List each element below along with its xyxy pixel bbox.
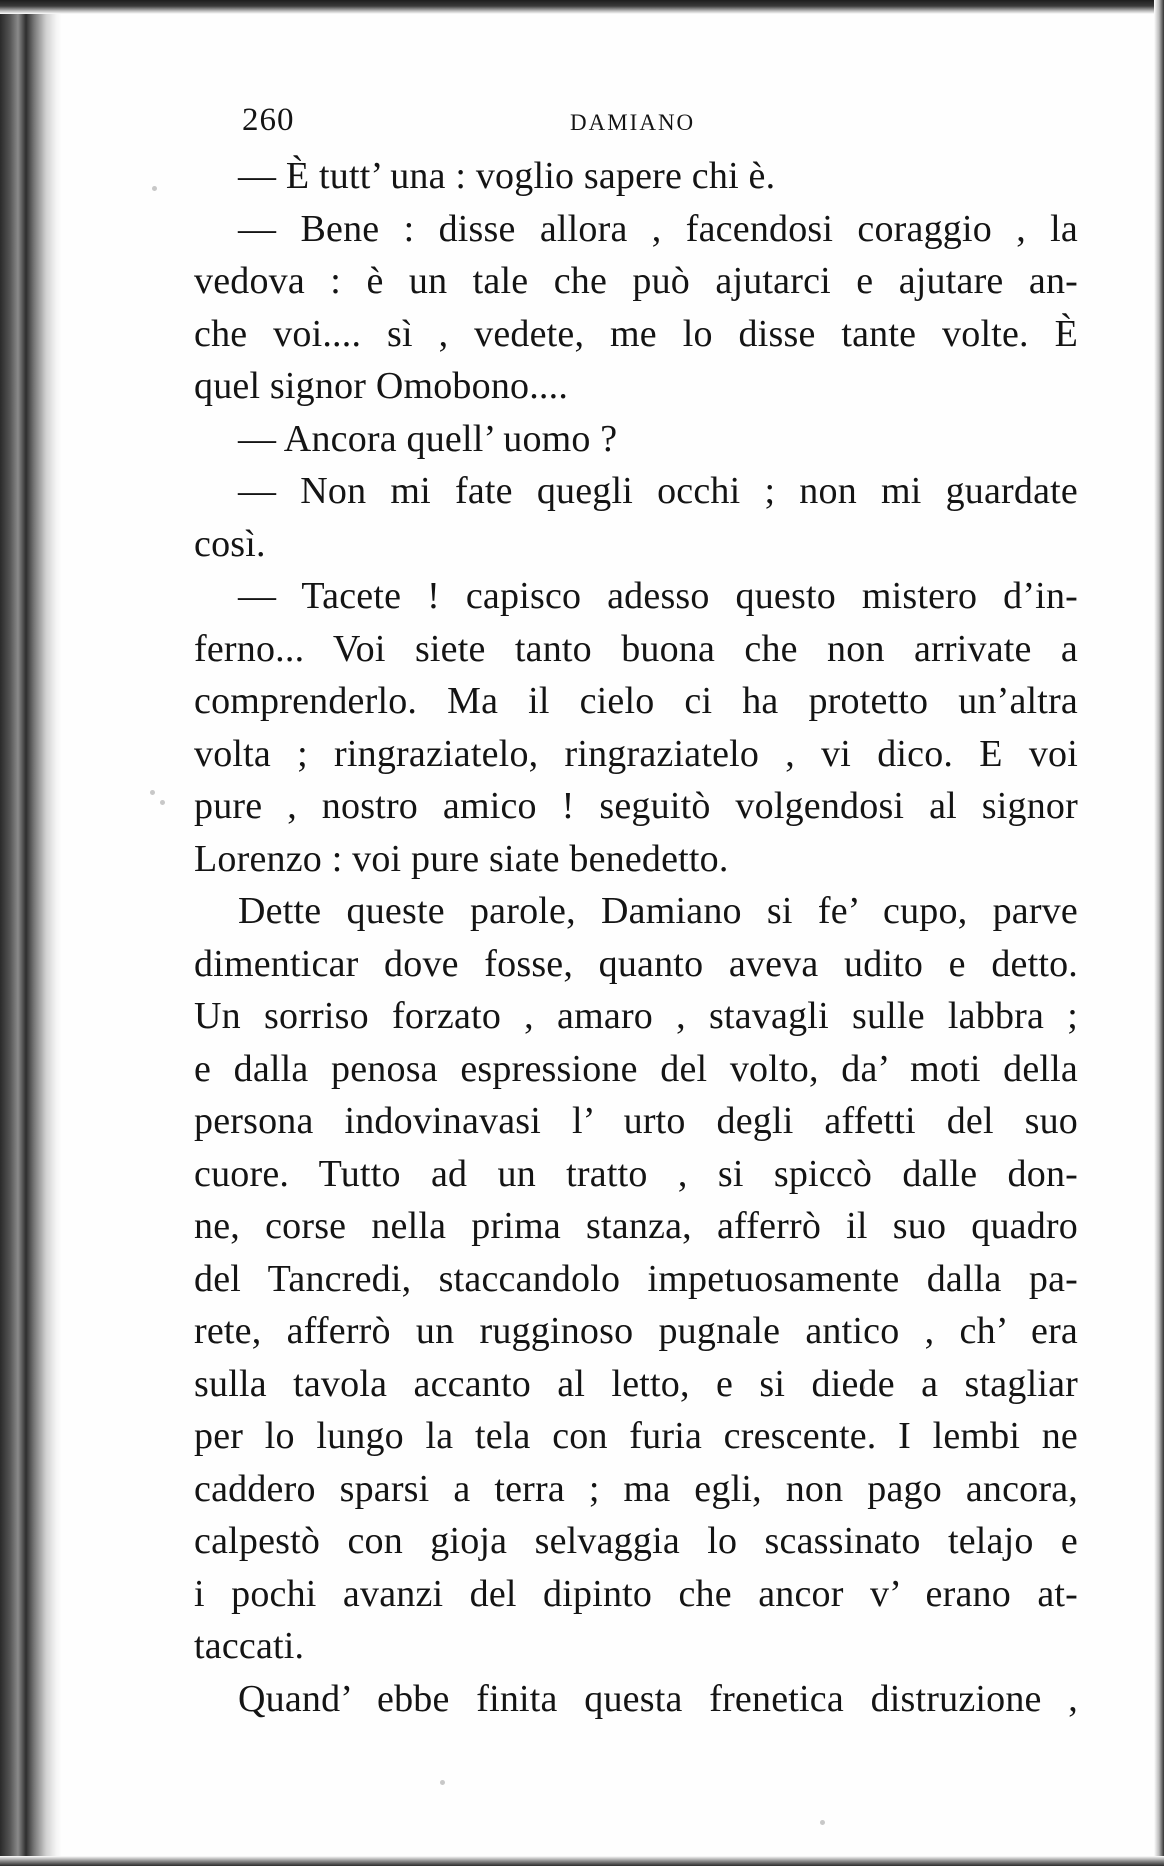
text-line: volta ; ringraziatelo, ringraziatelo , vi dico. E voi (194, 732, 1078, 775)
page-header (0, 102, 1164, 142)
text-line: dimenticar dove fosse, quanto aveva udito e detto. (194, 942, 1078, 985)
text-line: taccati. (194, 1625, 305, 1667)
text-line: i pochi avanzi del dipinto che ancor v’ erano at- (194, 1572, 1078, 1615)
text-line: ferno... Voi siete tanto buona che non arrivate a (194, 627, 1078, 670)
text-line: così. (194, 522, 266, 565)
text-line: — È tutt’ una : voglio sapere chi è. (238, 155, 776, 197)
text-line: ne, corse nella prima stanza, afferrò il suo quadro (194, 1205, 1078, 1247)
text-line: pure , nostro amico ! seguitò volgendosi al signor (194, 785, 1078, 827)
page-number: 260 (242, 102, 295, 138)
page-bottom-edge (0, 1856, 1164, 1866)
running-head: DAMIANO (570, 110, 696, 135)
page-right-edge (1154, 0, 1164, 1866)
scan-speck (150, 790, 155, 795)
text-line: — Non mi fate quegli occhi ; non mi guardate (238, 470, 1078, 512)
text-line: Lorenzo : voi pure siate benedetto. (194, 837, 729, 880)
text-line: del Tancredi, staccandolo impetuosamente dalla pa- (194, 1257, 1078, 1300)
text-line: Quand’ ebbe finita questa frenetica distruzione , (238, 1677, 1078, 1720)
text-line: — Ancora quell’ uomo ? (238, 417, 618, 460)
body-text (194, 150, 1078, 1725)
text-line: Dette queste parole, Damiano si fe’ cupo, parve (238, 890, 1078, 932)
text-line: sulla tavola accanto al letto, e si diede a stagliar (194, 1362, 1078, 1405)
scan-speck (160, 800, 165, 805)
text-line: caddero sparsi a terra ; ma egli, non pago ancora, (194, 1467, 1078, 1510)
page-top-edge (0, 0, 1164, 14)
text-line: vedova : è un tale che può ajutarci e ajutare an- (194, 260, 1078, 302)
book-binding-shadow (0, 0, 62, 1866)
text-line: e dalla penosa espressione del volto, da’ moti della (194, 1047, 1078, 1090)
text-line: Un sorriso forzato , amaro , stavagli sulle labbra ; (194, 995, 1078, 1037)
scan-speck (440, 1780, 445, 1785)
text-line: per lo lungo la tela con furia crescente. I lembi ne (194, 1415, 1078, 1457)
text-line: — Bene : disse allora , facendosi coraggio , la (238, 207, 1078, 250)
text-line: calpestò con gioja selvaggia lo scassinato telajo e (194, 1520, 1078, 1562)
text-line: comprenderlo. Ma il cielo ci ha protetto un’altra (194, 680, 1078, 722)
text-line: rete, afferrò un rugginoso pugnale antico , ch’ era (194, 1310, 1078, 1352)
text-line: cuore. Tutto ad un tratto , si spiccò dalle don- (194, 1152, 1078, 1195)
text-line: persona indovinavasi l’ urto degli affetti del suo (194, 1100, 1078, 1142)
text-line: quel signor Omobono.... (194, 365, 569, 407)
text-line: che voi.... sì , vedete, me lo disse tante volte. È (194, 312, 1078, 355)
scan-speck (152, 186, 157, 191)
text-line: — Tacete ! capisco adesso questo mistero d’in- (238, 575, 1078, 617)
scan-speck (820, 1820, 825, 1825)
